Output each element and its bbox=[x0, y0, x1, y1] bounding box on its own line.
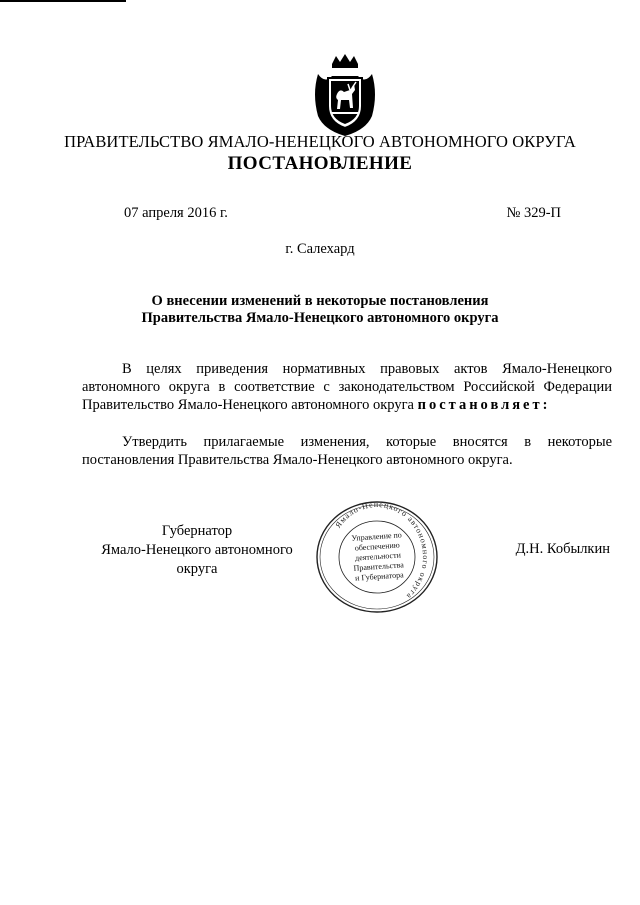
coat-of-arms-icon bbox=[310, 54, 380, 138]
seal-line: Правительства bbox=[353, 560, 405, 573]
heading-line-2: Правительства Ямало-Ненецкого автономного округа bbox=[141, 310, 499, 326]
signatory-name: Д.Н. Кобылкин bbox=[515, 541, 610, 557]
seal-line: обеспечению bbox=[354, 540, 401, 553]
seal-line: и Губернатора bbox=[354, 570, 404, 583]
heading-line-1: О внесении изменений в некоторые постановления bbox=[151, 293, 489, 309]
signatory-title bbox=[82, 522, 312, 579]
document-date: 07 апреля 2016 г. bbox=[124, 205, 228, 221]
body-paragraph-1 bbox=[82, 360, 612, 414]
document-city: г. Салехард bbox=[285, 241, 355, 257]
document-number: № 329-П bbox=[506, 205, 561, 221]
seal-line: Управление по bbox=[351, 530, 403, 543]
body-paragraph-2: Утвердить прилагаемые изменения, которые вносятся в некоторые постановления Правительства Ямало-Ненецкого автономного округа. bbox=[82, 434, 612, 468]
government-title: ПРАВИТЕЛЬСТВО ЯМАЛО-НЕНЕЦКОГО АВТОНОМНОГО ОКРУГА bbox=[64, 132, 576, 151]
document-heading bbox=[0, 293, 640, 327]
paragraph-1-text: В целях приведения нормативных правовых актов Ямало-Ненецкого автономного округа в соответствие с законодательством Российской Федерации Правительство Ямало-Ненецкого автономного округа bbox=[82, 361, 612, 413]
signatory-title-line-2: Ямало-Ненецкого автономного округа bbox=[101, 542, 293, 577]
action-word: постановляет: bbox=[417, 397, 551, 413]
signatory-title-line-1: Губернатор bbox=[161, 523, 233, 539]
seal-outer-text: Ямало-Ненецкого автономного округа bbox=[333, 499, 431, 602]
seal-line: деятельности bbox=[354, 550, 402, 563]
document-type: ПОСТАНОВЛЕНИЕ bbox=[227, 153, 413, 174]
top-rule bbox=[0, 0, 126, 2]
seal-inner-text bbox=[342, 530, 413, 585]
